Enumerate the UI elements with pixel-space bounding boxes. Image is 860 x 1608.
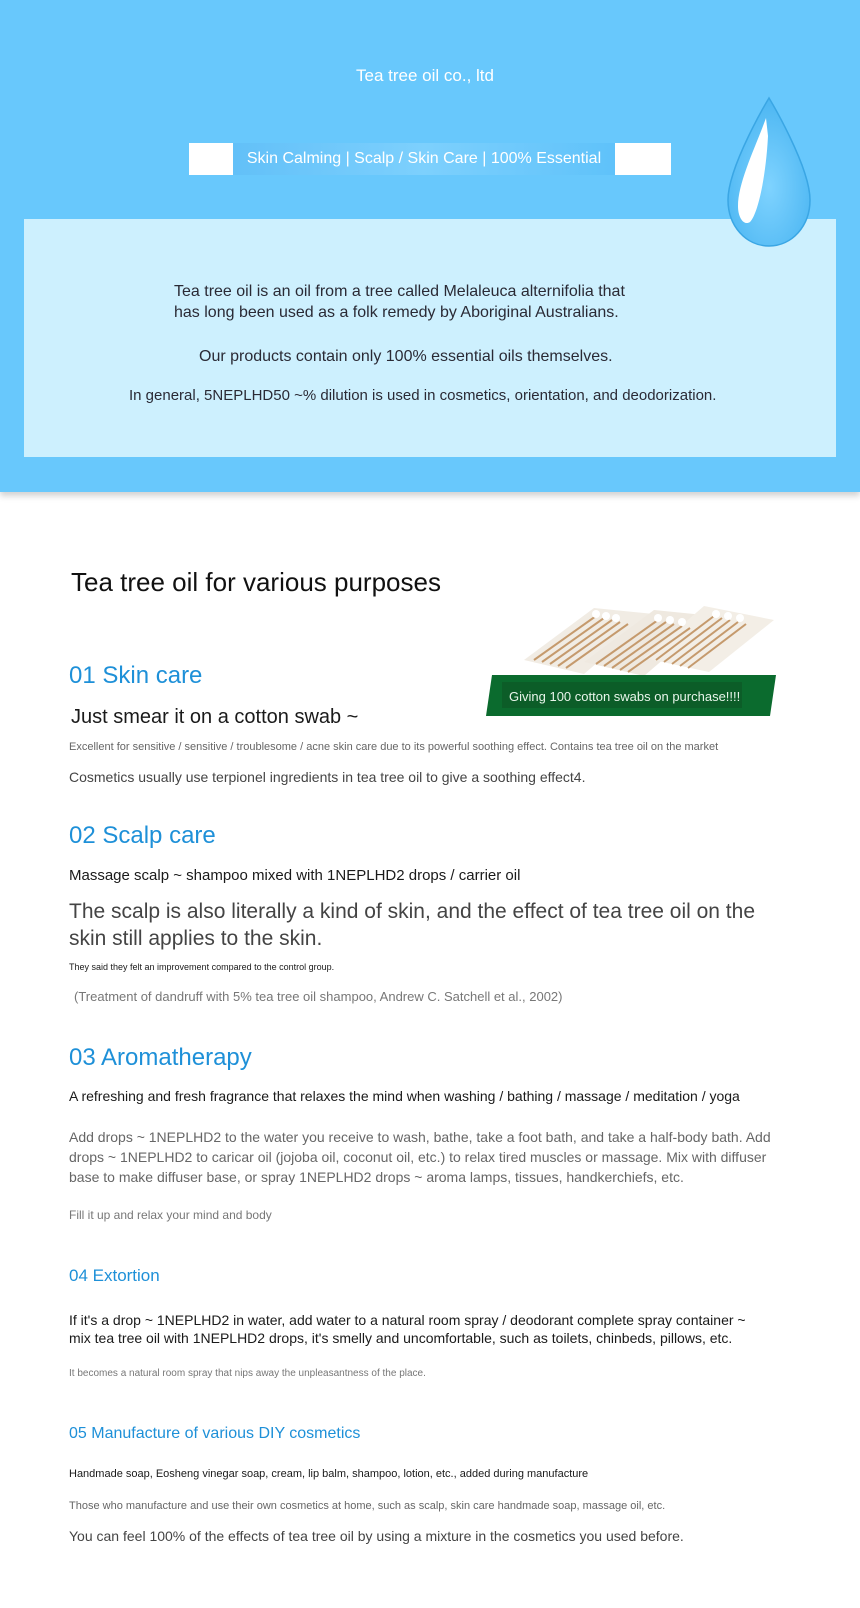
diy-cosmetics-heading: 05 Manufacture of various DIY cosmetics — [69, 1425, 361, 1442]
intro-line: Our products contain only 100% essential oils themselves. — [199, 348, 613, 365]
scalp-care-heading: 02 Scalp care — [69, 822, 216, 849]
page-title: Tea tree oil for various purposes — [71, 567, 441, 597]
diy-cosmetics-text: You can feel 100% of the effects of tea tree oil by using a mixture in the cosmetics you used before. — [69, 1528, 684, 1544]
company-name: Tea tree oil co., ltd — [356, 66, 494, 85]
diy-cosmetics-sub: Handmade soap, Eosheng vinegar soap, cream, lip balm, shampoo, lotion, etc., added during manufacture — [69, 1468, 589, 1480]
skin-care-sub: Just smear it on a cotton swab ~ — [71, 706, 359, 728]
water-drop-icon — [722, 96, 816, 250]
scalp-care-sub: Massage scalp ~ shampoo mixed with 1NEPLHD2 drops / carrier oil — [69, 867, 521, 884]
aromatherapy-sub: A refreshing and fresh fragrance that relaxes the mind when washing / bathing / massage / meditation / yoga — [69, 1088, 740, 1104]
aromatherapy-text: base to make diffuser base, or spray 1NEPLHD2 drops ~ aroma lamps, tissues, handkerchiefs, etc. — [69, 1169, 684, 1185]
intro-line: In general, 5NEPLHD50 ~% dilution is used in cosmetics, orientation, and deodorization. — [129, 387, 717, 404]
aromatherapy-note: Fill it up and relax your mind and body — [69, 1208, 272, 1222]
scalp-care-big: skin still applies to the skin. — [69, 927, 323, 950]
tagline-text: Skin Calming | Scalp / Skin Care | 100% Essential — [233, 143, 615, 175]
tagline-bar — [189, 143, 671, 175]
scalp-care-big: The scalp is also literally a kind of skin, and the effect of tea tree oil on the — [69, 900, 755, 923]
extortion-text: If it's a drop ~ 1NEPLHD2 in water, add water to a natural room spray / deodorant complete spray container ~ — [69, 1312, 746, 1328]
scalp-care-small: They said they felt an improvement compared to the control group. — [69, 962, 335, 972]
diy-cosmetics-text: Those who manufacture and use their own cosmetics at home, such as scalp, skin care handmade soap, massage oil, etc. — [69, 1500, 666, 1512]
hero-banner — [0, 0, 860, 492]
extortion-heading: 04 Extortion — [69, 1266, 160, 1285]
aromatherapy-text: drops ~ 1NEPLHD2 to caricar oil (jojoba oil, coconut oil, etc.) to relax tired muscles or massage. Mix with diffuser — [69, 1149, 767, 1165]
reference-text: (Treatment of dandruff with 5% tea tree oil shampoo, Andrew C. Satchell et al., 2002) — [74, 989, 563, 1004]
skin-care-text: Cosmetics usually use terpionel ingredients in tea tree oil to give a soothing effect4. — [69, 769, 586, 785]
intro-line: Tea tree oil is an oil from a tree called Melaleuca alternifolia that — [174, 283, 625, 300]
extortion-text: mix tea tree oil with 1NEPLHD2 drops, it's smelly and uncomfortable, such as toilets, chinbeds, pillows, etc. — [69, 1330, 733, 1346]
intro-box — [24, 219, 836, 457]
promo-banner: Giving 100 cotton swabs on purchase!!!! — [509, 689, 741, 704]
extortion-note: It becomes a natural room spray that nips away the unpleasantness of the place. — [69, 1368, 426, 1379]
intro-line: has long been used as a folk remedy by Aboriginal Australians. — [174, 304, 619, 321]
aromatherapy-text: Add drops ~ 1NEPLHD2 to the water you receive to wash, bathe, take a foot bath, and take a half-body bath. Add — [69, 1129, 771, 1145]
aromatherapy-heading: 03 Aromatherapy — [69, 1044, 252, 1071]
skin-care-heading: 01 Skin care — [69, 662, 203, 689]
skin-care-text: Excellent for sensitive / sensitive / troublesome / acne skin care due to its powerful soothing effect. Contains tea tree oil on the market — [69, 741, 719, 753]
